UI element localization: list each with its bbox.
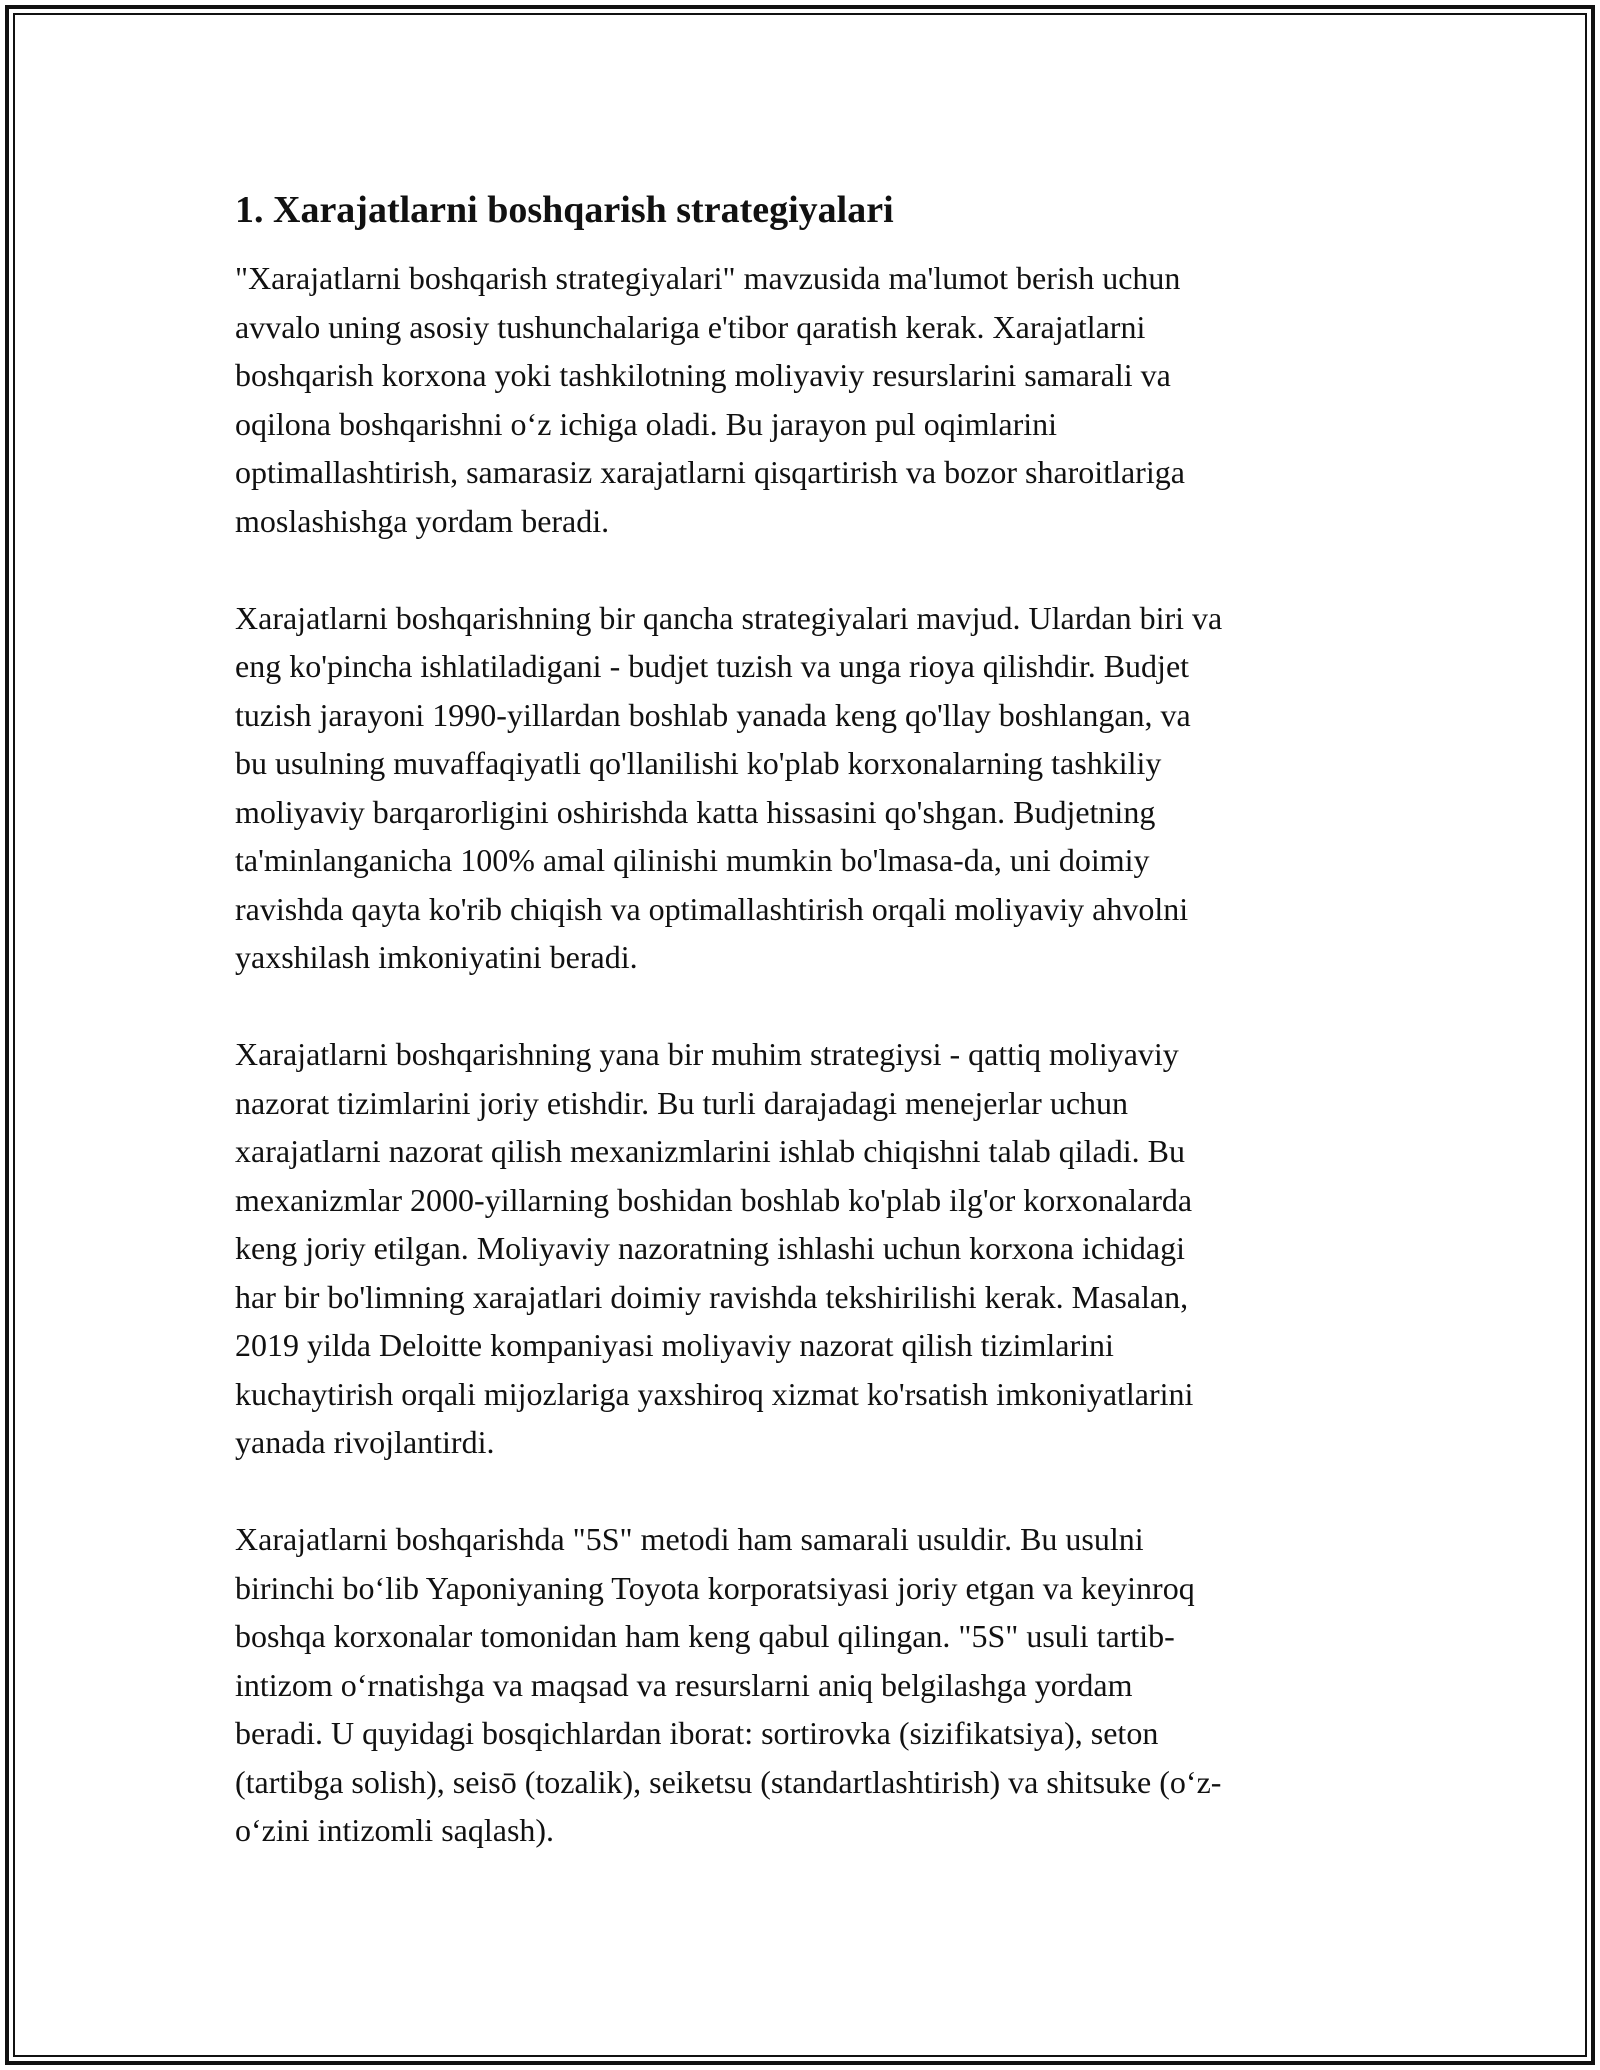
text-line: eng ko'pincha ishlatiladigani - budjet tuzish va unga rioya qilishdir. Budjet [235,648,1190,684]
text-line: ta'minlanganicha 100% amal qilinishi mumkin bo'lmasa-da, uni doimiy [235,842,1150,878]
text-line: boshqa korxonalar tomonidan ham keng qabul qilingan. "5S" usuli tartib- [235,1618,1175,1654]
text-line: beradi. U quyidagi bosqichlardan iborat: sortirovka (sizifikatsiya), seton [235,1715,1159,1751]
section-heading: 1. Xarajatlarni boshqarish strategiyalari [235,189,894,231]
paragraph-3 [235,1030,1385,1467]
text-line: avvalo uning asosiy tushunchalariga e'tibor qaratish kerak. Xarajatlarni [235,308,1146,345]
document-body [235,186,1385,1903]
text-line: o‘zini intizomli saqlash). [235,1812,555,1848]
text-line: Xarajatlarni boshqarishning yana bir muhim strategiysi - qattiq moliyaviy [235,1036,1179,1072]
text-line: optimallashtirish, samarasiz xarajatlarni qisqartirish va bozor sharoitlariga [235,454,1185,490]
text-line: yaxshilash imkoniyatini beradi. [235,939,638,975]
text-line: xarajatlarni nazorat qilish mexanizmlarini ishlab chiqishni talab qiladi. Bu [235,1133,1185,1169]
text-line: ravishda qayta ko'rib chiqish va optimallashtirish orqali moliyaviy ahvolni [235,890,1189,927]
text-line: birinchi bo‘lib Yaponiyaning Toyota korporatsiyasi joriy etgan va keyinroq [235,1569,1195,1606]
text-line: tuzish jarayoni 1990-yillardan boshlab yanada keng qo'llay boshlangan, va [235,696,1191,733]
text-line: Xarajatlarni boshqarishning bir qancha strategiyalari mavjud. Ulardan biri va [235,599,1223,636]
text-line: intizom o‘rnatishga va maqsad va resurslarni aniq belgilashga yordam [235,1666,1133,1703]
text-line: kuchaytirish orqali mijozlariga yaxshiroq xizmat ko'rsatish imkoniyatlarini [235,1375,1194,1412]
text-line: boshqarish korxona yoki tashkilotning moliyaviy resurslarini samarali va [235,357,1171,393]
text-line: "Xarajatlarni boshqarish strategiyalari" mavzusida ma'lumot berish uchun [235,260,1181,296]
text-line: moslashishga yordam beradi. [235,502,610,539]
text-line: bu usulning muvaffaqiyatli qo'llanilishi ko'plab korxonalarning tashkiliy [235,745,1162,781]
text-line: mexanizmlar 2000-yillarning boshidan boshlab ko'plab ilg'or korxonalarda [235,1181,1193,1218]
text-line: Xarajatlarni boshqarishda "5S" metodi ham samarali usuldir. Bu usulni [235,1521,1144,1557]
text-line: nazorat tizimlarini joriy etishdir. Bu turli darajadagi menejerlar uchun [235,1084,1129,1121]
text-line: (tartibga solish), seisō (tozalik), seiketsu (standartlashtirish) va shitsuke (o‘z- [235,1763,1222,1800]
paragraph-1 [235,254,1385,545]
text-line: keng joriy etilgan. Moliyaviy nazoratning ishlashi uchun korxona ichidagi [235,1230,1186,1266]
text-line: har bir bo'limning xarajatlari doimiy ravishda tekshirilishi kerak. Masalan, [235,1278,1189,1315]
text-line: oqilona boshqarishni o‘z ichiga oladi. Bu jarayon pul oqimlarini [235,405,1058,442]
text-line: 2019 yilda Deloitte kompaniyasi moliyaviy nazorat qilish tizimlarini [235,1327,1114,1363]
paragraph-2 [235,594,1385,982]
text-line: moliyaviy barqarorligini oshirishda katta hissasini qo'shgan. Budjetning [235,793,1156,830]
text-line: yanada rivojlantirdi. [235,1424,495,1460]
paragraph-4 [235,1515,1385,1855]
